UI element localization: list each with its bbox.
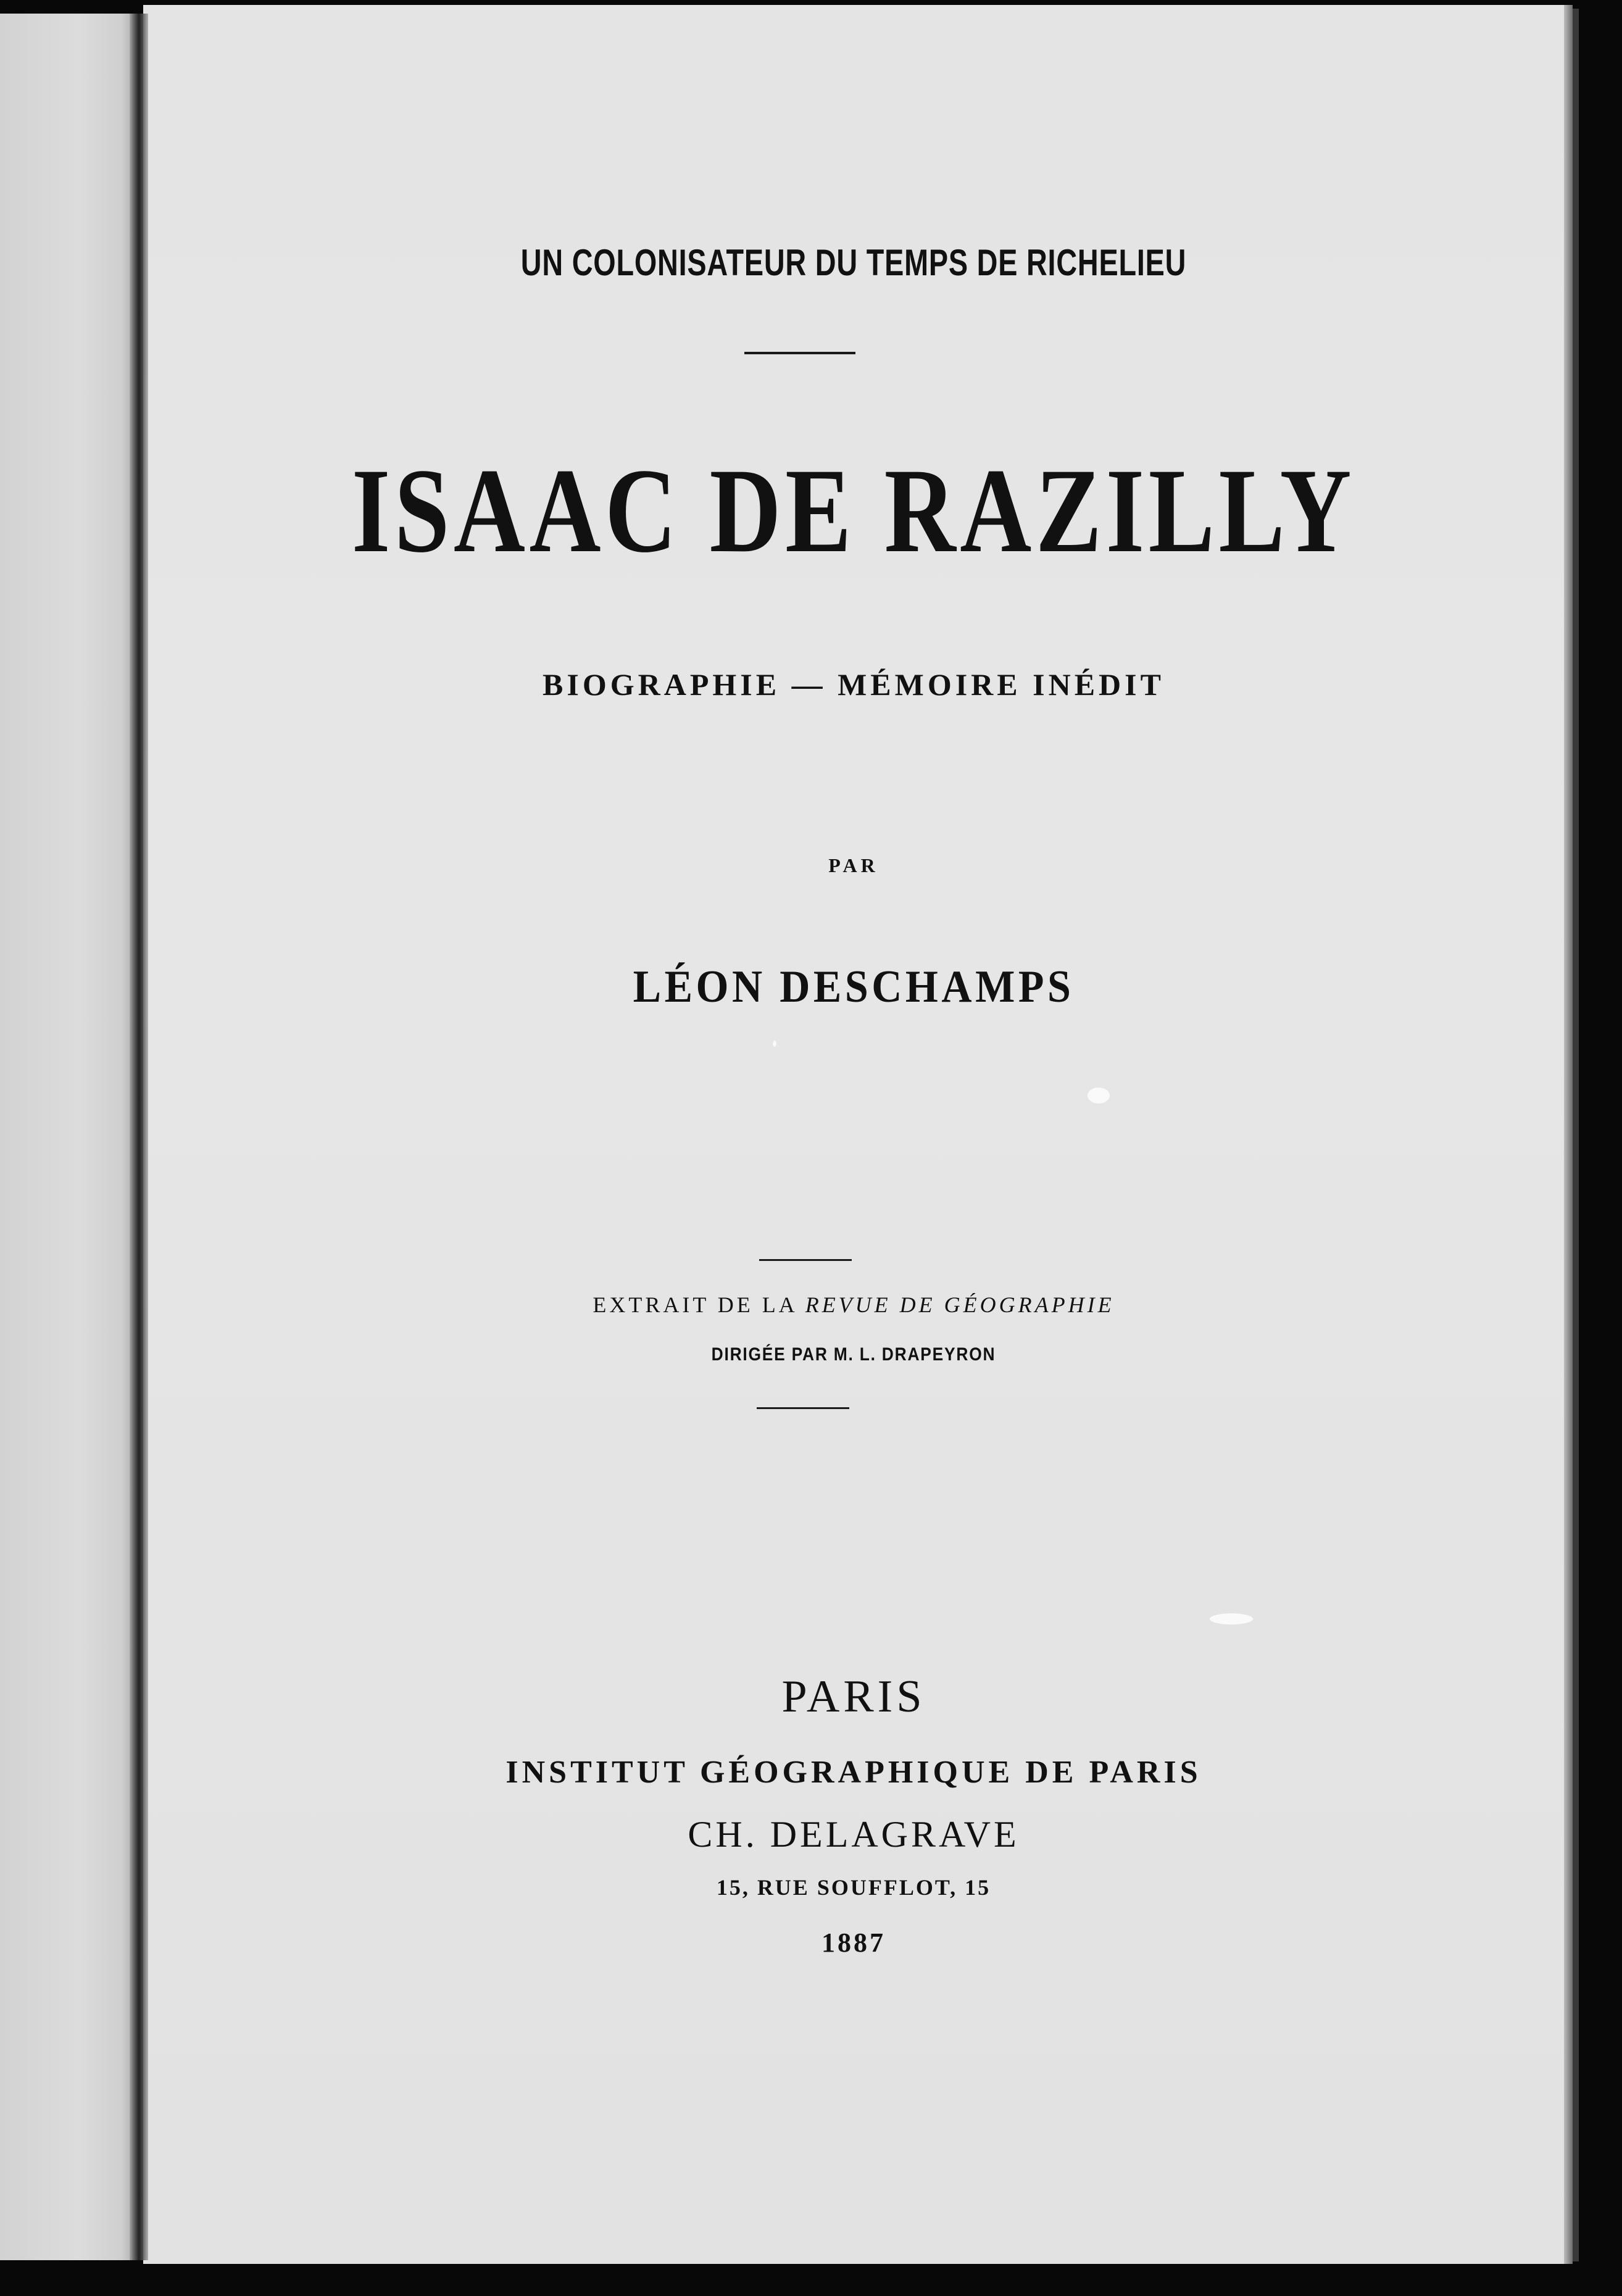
directed-by: DIRIGÉE PAR M. L. DRAPEYRON — [711, 1344, 996, 1365]
author-name: LÉON DESCHAMPS — [633, 962, 1075, 1012]
mid-rule-lower — [757, 1407, 849, 1409]
paper-speck — [1210, 1613, 1253, 1624]
facing-page — [0, 14, 143, 2260]
gutter-shadow — [130, 14, 148, 2260]
subtitle: BIOGRAPHIE — MÉMOIRE INÉDIT — [543, 667, 1165, 702]
title-page — [143, 5, 1564, 2264]
by-line: PAR — [828, 854, 879, 876]
page-edge — [1564, 5, 1573, 2264]
extract-line — [143, 1294, 1564, 1316]
imprint-printer: CH. DELAGRAVE — [688, 1814, 1020, 1855]
journal-title: REVUE DE GÉOGRAPHIE — [805, 1292, 1115, 1317]
imprint-city: PARIS — [781, 1671, 926, 1722]
paper-speck — [1088, 1088, 1110, 1104]
page-edge-shadow — [1573, 9, 1579, 2261]
series-line: UN COLONISATEUR DU TEMPS DE RICHELIEU — [520, 242, 1187, 283]
main-title: ISAAC DE RAZILLY — [351, 444, 1356, 578]
imprint-publisher: INSTITUT GÉOGRAPHIQUE DE PARIS — [505, 1755, 1202, 1790]
paper-speck — [773, 1041, 776, 1047]
mid-rule-upper — [759, 1259, 852, 1261]
imprint-year: 1887 — [821, 1928, 886, 1958]
imprint-address: 15, RUE SOUFFLOT, 15 — [716, 1875, 991, 1900]
top-rule — [744, 352, 855, 354]
extract-prefix: EXTRAIT DE LA — [593, 1292, 805, 1317]
